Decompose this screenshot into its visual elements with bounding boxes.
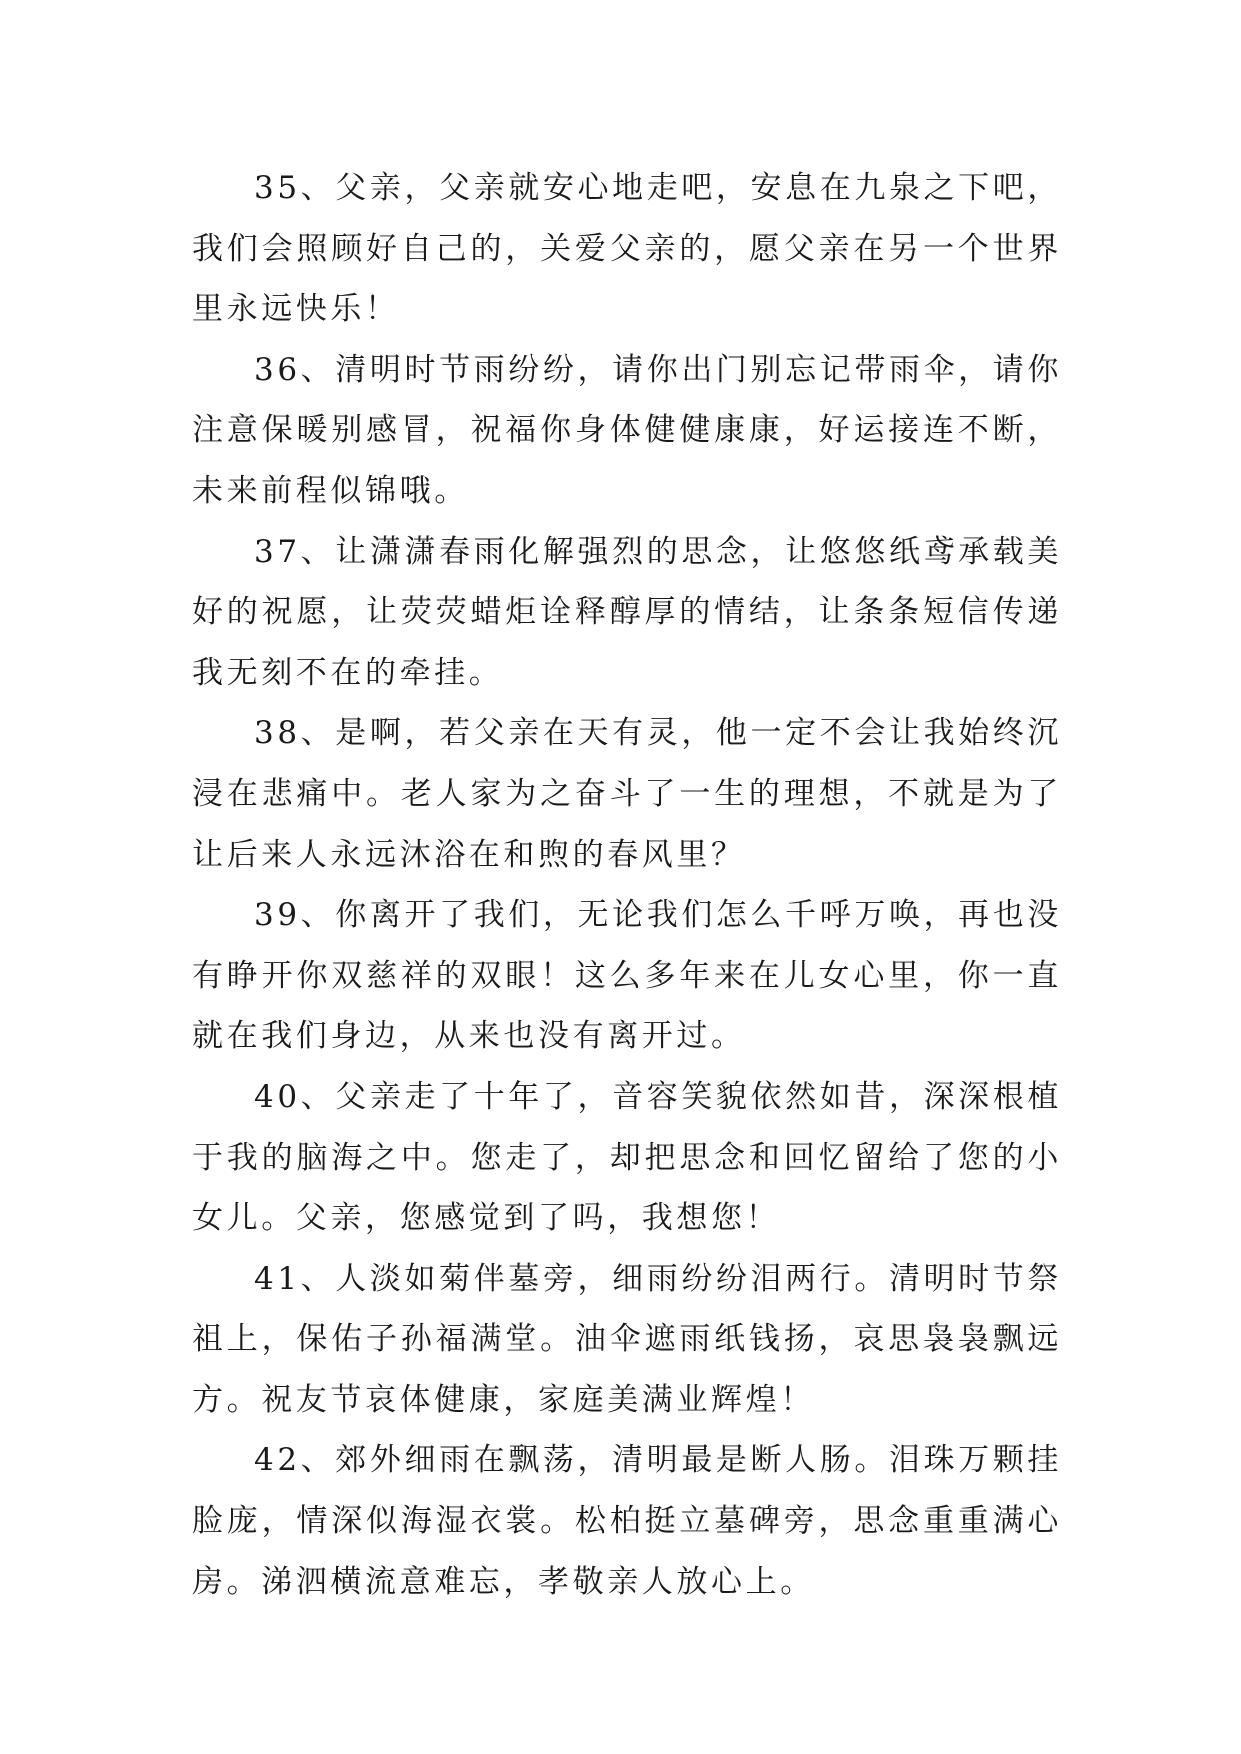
- paragraph-35: 35、父亲，父亲就安心地走吧，安息在九泉之下吧，我们会照顾好自己的，关爱父亲的，愿父亲在另一个世界里永远快乐！: [192, 170, 1062, 328]
- paragraph-39: 39、你离开了我们，无论我们怎么千呼万唤，再也没有睁开你双慈祥的双眼！这么多年来在儿女心里，你一直就在我们身边，从来也没有离开过。: [192, 897, 1062, 1055]
- document-body: [192, 158, 1062, 1612]
- paragraph-42: 42、郊外细雨在飘荡，清明最是断人肠。泪珠万颗挂脸庞，情深似海湿衣裳。松柏挺立墓碑旁，思念重重满心房。涕泗横流意难忘，孝敬亲人放心上。: [192, 1442, 1062, 1600]
- paragraph-41: 41、人淡如菊伴墓旁，细雨纷纷泪两行。清明时节祭祖上，保佑子孙福满堂。油伞遮雨纸钱扬，哀思袅袅飘远方。祝友节哀体健康，家庭美满业辉煌！: [192, 1260, 1062, 1418]
- paragraph-38: 38、是啊，若父亲在天有灵，他一定不会让我始终沉浸在悲痛中。老人家为之奋斗了一生的理想，不就是为了让后来人永远沐浴在和煦的春风里？: [192, 715, 1062, 873]
- paragraph-40: 40、父亲走了十年了，音容笑貌依然如昔，深深根植于我的脑海之中。您走了，却把思念和回忆留给了您的小女儿。父亲，您感觉到了吗，我想您！: [192, 1078, 1062, 1237]
- paragraph-37: 37、让潇潇春雨化解强烈的思念，让悠悠纸鸢承载美好的祝愿，让荧荧蜡炬诠释醇厚的情结，让条条短信传递我无刻不在的牵挂。: [192, 533, 1062, 691]
- paragraph-36: 36、清明时节雨纷纷，请你出门别忘记带雨伞，请你注意保暖别感冒，祝福你身体健健康康，好运接连不断，未来前程似锦哦。: [192, 351, 1062, 509]
